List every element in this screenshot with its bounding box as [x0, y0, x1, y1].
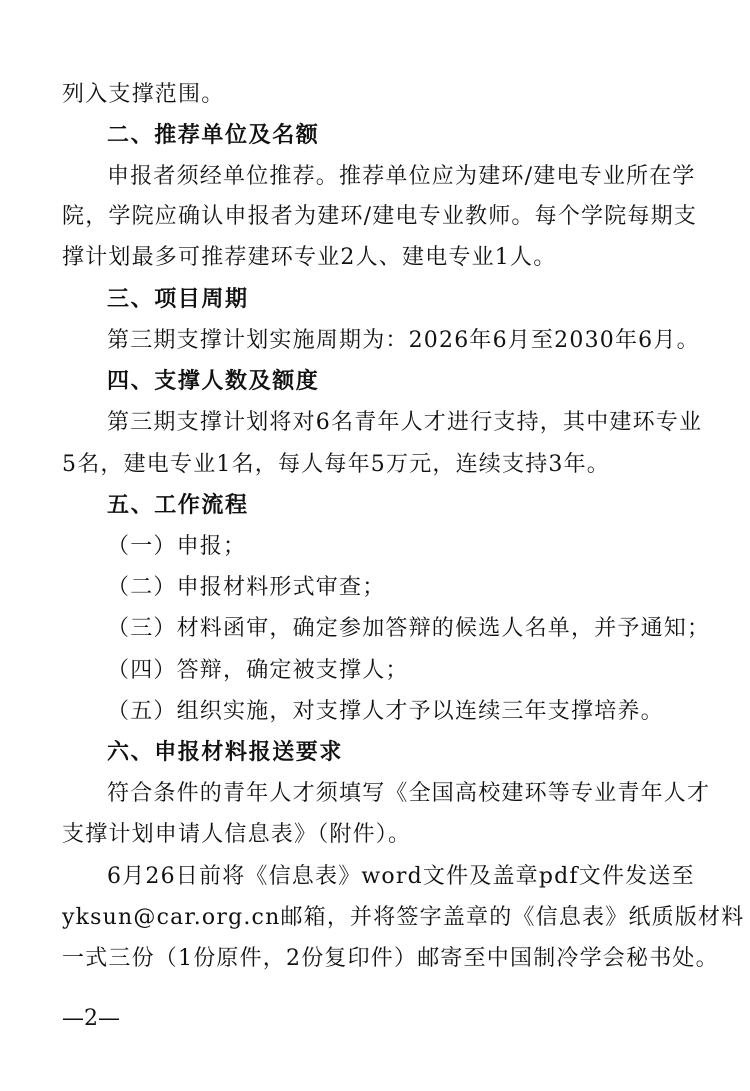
workflow-step: （二）申报材料形式审查； [107, 575, 386, 600]
body-line: 5名，建电专业1名，每人每年5万元，连续支持3年。 [62, 452, 610, 477]
workflow-step: （一）申报； [107, 534, 247, 559]
section-heading-recommending-unit: 二、推荐单位及名额 [107, 123, 320, 148]
body-line: 支撑计划申请人信息表》（附件）。 [62, 822, 412, 847]
section-heading-project-cycle: 三、项目周期 [107, 287, 249, 312]
workflow-step: （五）组织实施，对支撑人才予以连续三年支撑培养。 [107, 699, 664, 724]
section-heading-workflow: 五、工作流程 [107, 493, 249, 518]
body-line: 第三期支撑计划将对6名青年人才进行支持，其中建环专业 [107, 410, 703, 435]
page-number: —2— [62, 1006, 120, 1031]
body-line: 符合条件的青年人才须填写《全国高校建环等专业青年人才 [107, 781, 711, 806]
body-line: 一式三份（1份原件，2份复印件）邮寄至中国制冷学会秘书处。 [62, 946, 719, 971]
workflow-step: （四）答辩，确定被支撑人； [107, 658, 409, 683]
body-line-continuation: 列入支撑范围。 [62, 82, 225, 107]
body-line: 撑计划最多可推荐建环专业2人、建电专业1人。 [62, 245, 557, 270]
body-line: 申报者须经单位推荐。推荐单位应为建环/建电专业所在学 [107, 164, 696, 189]
section-heading-support-amount: 四、支撑人数及额度 [107, 369, 320, 394]
body-line: 第三期支撑计划实施周期为：2026年6月至2030年6月。 [107, 328, 700, 353]
workflow-step: （三）材料函审，确定参加答辩的候选人名单，并予通知； [107, 616, 711, 641]
body-line: 6月26日前将《信息表》word文件及盖章pdf文件发送至 [107, 864, 695, 889]
body-line: 院，学院应确认申报者为建环/建电专业教师。每个学院每期支 [62, 204, 698, 229]
body-line-email: yksun@car.org.cn邮箱，并将签字盖章的《信息表》纸质版材料 [62, 905, 745, 930]
section-heading-submission-requirements: 六、申报材料报送要求 [107, 740, 344, 765]
